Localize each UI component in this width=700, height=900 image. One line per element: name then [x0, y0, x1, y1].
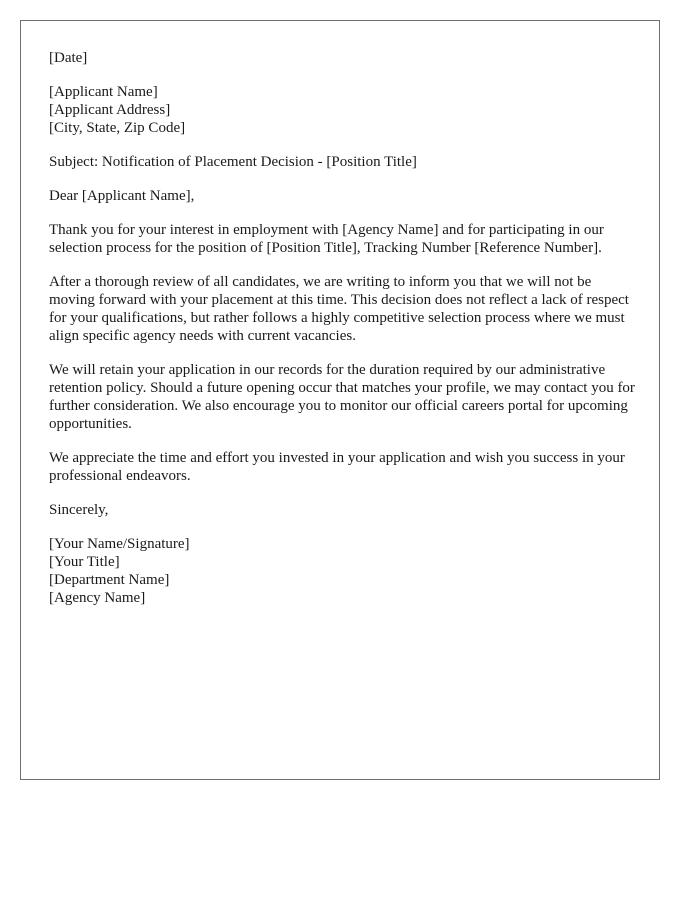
letter-page: [20, 20, 660, 780]
recipient-address-block: [49, 83, 639, 137]
recipient-address: [Applicant Address]: [49, 102, 171, 118]
signature-department: [Department Name]: [49, 572, 170, 588]
recipient-name: [Applicant Name]: [49, 84, 158, 100]
closing-block: [49, 501, 639, 519]
body-paragraph-3: We will retain your application in our records for the duration required by our administrative retention policy. Should a future opening occur that matches your profile, we may contact you for further consideration. We also encourage you to monitor our official careers portal for upcoming opportunities.: [49, 362, 635, 432]
signature-name: [Your Name/Signature]: [49, 536, 190, 552]
body-paragraph-1: Thank you for your interest in employment with [Agency Name] and for participating in our selection process for the position of [Position Title], Tracking Number [Reference Number].: [49, 222, 604, 256]
signature-block: [49, 535, 639, 607]
letter-body: [49, 49, 639, 623]
signature-title: [Your Title]: [49, 554, 120, 570]
letter-salutation: Dear [Applicant Name],: [49, 188, 195, 204]
date-block: [49, 49, 639, 67]
subject-block: [49, 153, 639, 171]
signature-agency: [Agency Name]: [49, 590, 146, 606]
body-paragraph-4: We appreciate the time and effort you invested in your application and wish you success in your professional endeavors.: [49, 450, 625, 484]
letter-subject: Subject: Notification of Placement Decision - [Position Title]: [49, 154, 417, 170]
salutation-block: [49, 187, 639, 205]
letter-date: [Date]: [49, 50, 88, 66]
body-paragraph-2: After a thorough review of all candidates, we are writing to inform you that we will not be moving forward with your placement at this time. This decision does not reflect a lack of respect for your qualifications, but rather follows a highly competitive selection process where we must align specific agency needs with current vacancies.: [49, 274, 629, 344]
recipient-city-state-zip: [City, State, Zip Code]: [49, 120, 186, 136]
letter-closing: Sincerely,: [49, 502, 109, 518]
